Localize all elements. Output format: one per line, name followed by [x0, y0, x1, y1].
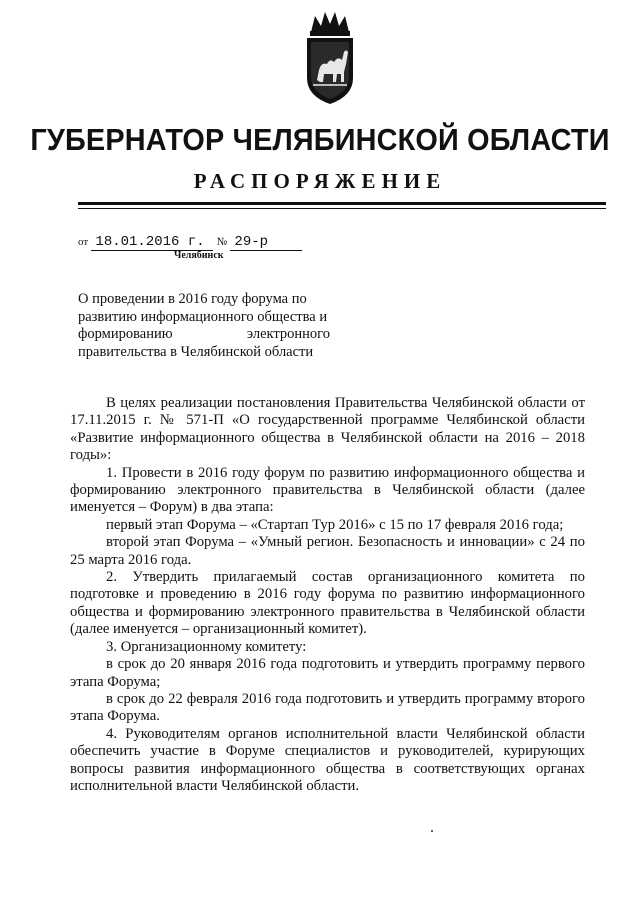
paragraph-deadline-1: в срок до 20 января 2016 года подготовить и утвердить программу первого этапа Форума;	[70, 656, 585, 690]
number-label: №	[216, 236, 228, 248]
document-date: 18.01.2016 г.	[91, 234, 213, 251]
document-body	[70, 395, 585, 795]
paragraph-stage-2: второй этап Форума – «Умный регион. Безопасность и инновации» с 24 по 25 марта 2016 года.	[70, 534, 585, 568]
document-type: РАСПОРЯЖЕНИЕ	[193, 169, 447, 193]
paragraph-item-2: 2. Утвердить прилагаемый состав организационного комитета по подготовке и проведению в 2016 году форума по развитию информационного общества и формированию электронного правительства в Челябинской области (далее именуется – организационный комитет).	[70, 569, 585, 638]
document-number: 29-р	[230, 234, 302, 251]
date-label: от	[78, 236, 89, 248]
chelyabinsk-coat-of-arms-icon	[297, 8, 363, 106]
document-subject	[78, 291, 330, 361]
paragraph-stage-1: первый этап Форума – «Стартап Тур 2016» с 15 по 17 февраля 2016 года;	[106, 516, 564, 533]
paragraph-preamble: В целях реализации постановления Правительства Челябинской области от 17.11.2015 г. № 571-П «О государственной программе Челябинской области «Развитие информационного общества в Челябинской области на 2016 – 2018 годы»:	[70, 395, 585, 464]
subject-line: развитию информационного общества и	[78, 308, 328, 325]
subject-line	[78, 326, 330, 344]
paragraph-item-4: 4. Руководителям органов исполнительной власти Челябинской области обеспечить участие в Форуме специалистов и руководителей, курирующих вопросы развития информационного общества в соответствующих органах исполнительной власти Челябинской области.	[70, 725, 585, 794]
header-divider-thin	[78, 208, 606, 209]
paragraph-item-3: 3. Организационному комитету:	[106, 638, 307, 655]
subject-word: формированию	[78, 326, 173, 342]
document-meta	[78, 233, 378, 253]
paragraph-deadline-2: в срок до 22 февраля 2016 года подготовить и утвердить программу второго этапа Форума.	[70, 690, 585, 725]
subject-line: правительства в Челябинской области	[78, 343, 314, 360]
issuing-city: Челябинск	[174, 250, 224, 261]
subject-word: электронного	[246, 326, 330, 342]
governor-title: ГУБЕРНАТОР ЧЕЛЯБИНСКОЙ ОБЛАСТИ	[30, 122, 610, 157]
header-divider-thick	[78, 202, 606, 205]
paragraph-item-1: 1. Провести в 2016 году форум по развитию информационного общества и формированию электронного правительства в Челябинской области (далее именуется – Форум) в два этапа:	[70, 464, 585, 516]
scan-speck	[431, 830, 433, 832]
subject-line: О проведении в 2016 году форума по	[78, 291, 307, 307]
